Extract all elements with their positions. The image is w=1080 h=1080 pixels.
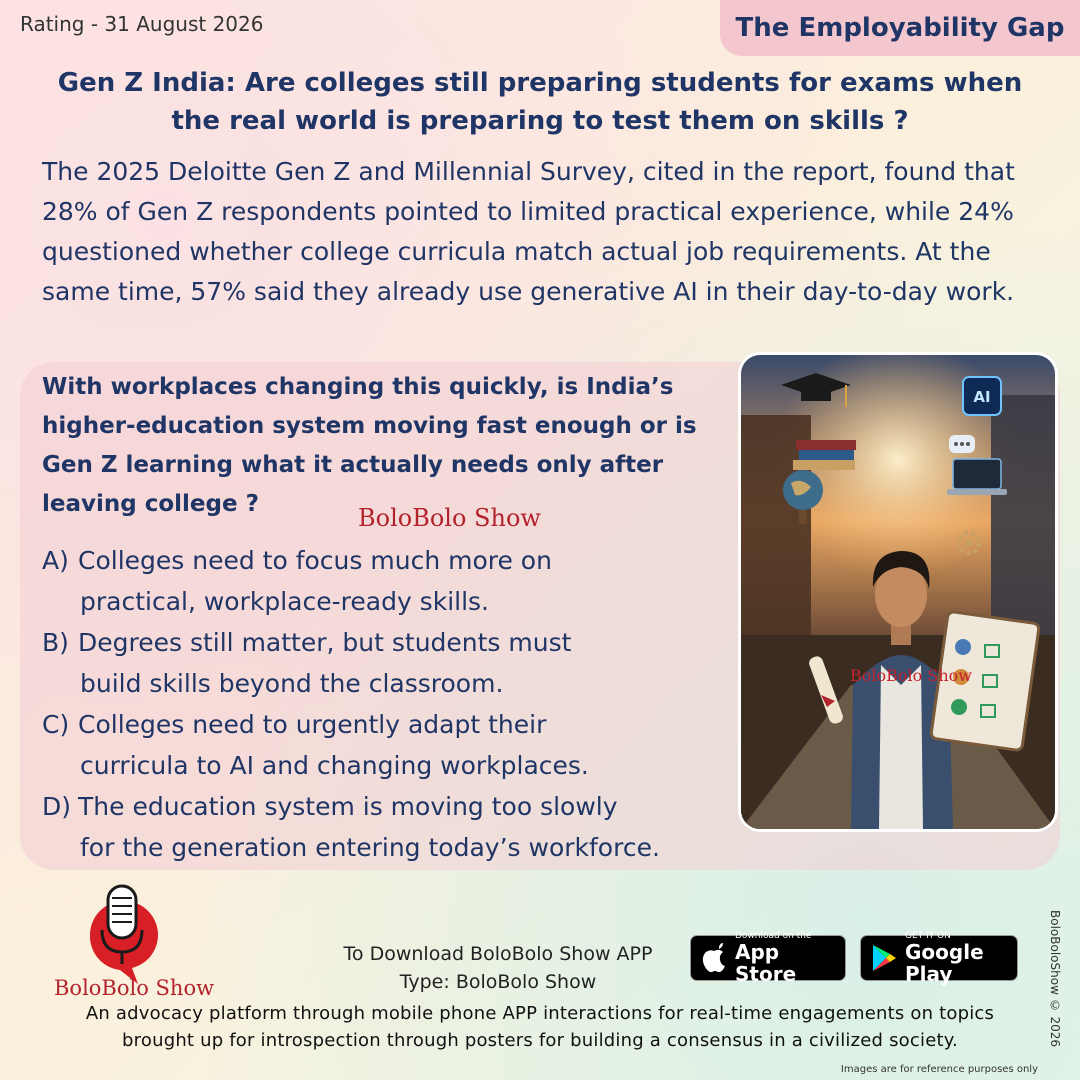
disclaimer: Images are for reference purposes only [840,1064,1038,1075]
app-store-label: App Store [735,940,797,986]
laptop-icon [947,459,1007,495]
option-b[interactable] [42,622,742,704]
topic-title: The Employability Gap [735,13,1065,43]
ai-badge: AI [973,388,991,406]
illustration-scene [741,355,1055,829]
option-text: Degrees still matter, but students must [78,628,572,657]
student-illustration [738,352,1058,832]
poll-question: With workplaces changing this quickly, is India’s higher-education system moving fast enough or is Gen Z learning what it actually needs only after leaving college ? [42,374,697,517]
option-letter: A) [42,546,69,575]
download-instructions [318,940,678,996]
app-store-small-label: Download on the [735,931,812,941]
microphone-icon [90,886,158,984]
option-text-cont: for the generation entering today’s workforce. [80,833,660,862]
chat-bubble-icon [949,435,975,453]
option-text: Colleges need to focus much more on [78,546,552,575]
google-play-small-label: GET IT ON [905,931,951,941]
headline [40,64,1040,140]
tagline-line-2: brought up for introspection through posters for building a consensus in a civilized society. [122,1030,958,1051]
download-line-2: Type: BoloBolo Show [399,971,597,993]
headline-line-2: the real world is preparing to test them on skills ? [171,106,909,136]
topic-tab [720,0,1080,56]
option-a[interactable] [42,540,742,622]
option-letter: D) [42,792,72,821]
option-text: Colleges need to urgently adapt their [78,710,547,739]
option-c[interactable] [42,704,742,786]
google-play-button[interactable] [860,931,1018,986]
option-text-cont: curricula to AI and changing workplaces. [80,751,589,780]
books-icon [793,440,856,470]
option-text-cont: practical, workplace-ready skills. [80,587,489,616]
watermark: BoloBolo Show [358,504,541,532]
tagline [20,1000,1060,1054]
headline-line-1: Gen Z India: Are colleges still preparing students for exams when [57,68,1023,98]
option-letter: C) [42,710,70,739]
intro-paragraph: The 2025 Deloitte Gen Z and Millennial Survey, cited in the report, found that 28% of Gen Z respondents pointed to limited practical experience, while 24% questioned whether college curricula match actual job requirements. At the same time, 57% said they already use generative AI in their day-to-day work. [42,157,1015,306]
copyright: BoloBoloShow © 2026 [1048,910,1062,1048]
logo-text: BoloBolo Show [54,976,215,1000]
illustration-watermark: BoloBolo Show [850,666,972,685]
poll-options [42,540,742,868]
download-line-1: To Download BoloBolo Show APP [343,943,653,965]
google-play-label: Google Play [905,940,984,986]
option-text-cont: build skills beyond the classroom. [80,669,504,698]
google-play-icon [871,944,897,972]
ai-chip-icon [963,377,1001,415]
option-d[interactable] [42,786,742,868]
tagline-line-1: An advocacy platform through mobile phone APP interactions for real-time engagements on topics [85,1003,995,1024]
apple-icon [701,943,727,973]
option-letter: B) [42,628,69,657]
option-text: The education system is moving too slowly [78,792,618,821]
rating-date: Rating - 31 August 2026 [20,12,264,36]
app-store-button[interactable] [690,931,846,986]
